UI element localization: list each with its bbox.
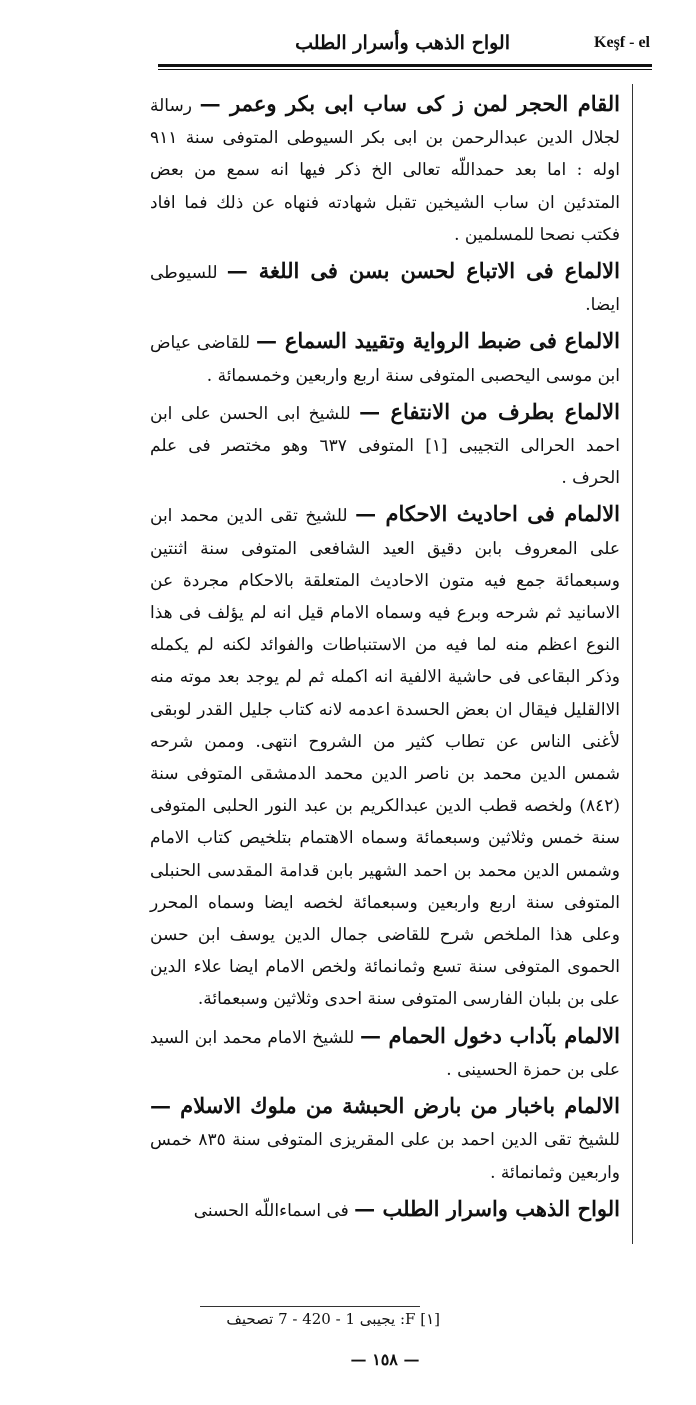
- header-rule-thick: [158, 64, 652, 67]
- main-text: [150, 88, 620, 1231]
- page-number: — ١٥٨ —: [350, 1350, 420, 1369]
- footnote-rule: [200, 1306, 420, 1307]
- entry-title: الالماع فى ضبط الرواية وتقييد السماع —: [256, 328, 621, 354]
- entry-text: للشيخ تقى الدين محمد ابن على المعروف بابن دقيق العيد الشافعى المتوفى سنة اثنتين وسبعمائة جمع فيه متون الاحاديث المتعلقة بالاحكام مجردة عن الاسانيد ثم شرحه وبرع فيه وسماه الامام قيل انه لم يؤلف فى هذا النوع اعظم منه لما فيه من الاستنباطات والفوائد لكنه لم يكمله وذكر البقاعى فى حاشية الالفية انه اكمله ثم لم يوجد بعد موته منه الاالقليل فيقال ان بعض الحسدة اعدمه لانه كتاب جليل القدر لوبقى لأغنى الناس عن تطاب كثير من الشروح انتهى. وممن شرحه شمس الدين محمد بن ناصر الدين محمد الدمشقى المتوفى سنة (٨٤٢) ولخصه قطب الدين عبدالكريم بن عبد النور الحلبى المتوفى سنة خمس وثلاثين وسبعمائة وسماه الاهتمام بتلخيص كتاب الامام وشمس الدين محمد بن احمد الشهير بابن قدامة المقدسى الحنبلى المتوفى سنة اربع واربعين وسبعمائة لخصه ايضا وسماه المحرر وعلى هذا الملخص شرح للقاضى جمال الدين يوسف ابن حسن الحموى المتوفى سنة تسع وثمانمائة ولخص الامام ايضا علاء الدين على بن بلبان الفارسى المتوفى سنة احدى وثلاثين وسبعمائة.: [150, 506, 620, 1010]
- margin-vertical-rule: [632, 84, 633, 1244]
- entry: [150, 1020, 620, 1086]
- header-rule-thin: [158, 69, 652, 70]
- running-header-kesf: Keşf - el: [594, 34, 650, 51]
- entry: [150, 325, 620, 391]
- entry: [150, 255, 620, 321]
- entry-title: الالماع بطرف من الانتفاع —: [359, 398, 620, 424]
- entry-title: الالمام بآداب دخول الحمام —: [359, 1022, 620, 1048]
- running-title: الواح الذهب وأسرار الطلب: [295, 32, 510, 54]
- entry-text: فى اسماءاللّه الحسنى: [193, 1200, 349, 1221]
- entry-title: الالماع فى الاتباع لحسن بسن فى اللغة —: [226, 258, 620, 284]
- entry: [150, 1090, 620, 1189]
- entry-text: للسيوطى ايضا.: [150, 263, 620, 316]
- entry-title: الالمام باخبار من بارض الحبشة من ملوك الاسلام —: [150, 1093, 620, 1119]
- entry-text: للشيخ تقى الدين احمد بن على المقريزى المتوفى سنة ٨٣٥ خمس واربعين وثمانمائة .: [150, 1130, 620, 1183]
- entry: [150, 498, 620, 1015]
- entry-text: للشيخ الامام محمد ابن السيد على بن حمزة الحسينى .: [150, 1027, 620, 1080]
- entry-title: الواح الذهب واسرار الطلب —: [354, 1195, 620, 1221]
- entry: [150, 396, 620, 495]
- entry-text: للشيخ ابى الحسن على ابن احمد الحرالى التجيبى [١] المتوفى ٦٣٧ وهو مختصر فى علم الحرف .: [150, 403, 620, 489]
- entry-text: رسالة لجلال الدين عبدالرحمن بن ابى بكر السيوطى المتوفى سنة ٩١١ اوله : اما بعد حمداللّه تعالى الخ ذكر فيها انه سمع من بعض المتدئين ان ساب الشيخين تقبل شهادته فنهاه عن ذلك فما افاد فكتب نصحا للمسلمين .: [150, 96, 620, 245]
- entry-title: القام الحجر لمن ز كى ساب ابى بكر وعمر —: [199, 91, 621, 116]
- entry: [150, 88, 620, 251]
- entry: [150, 1193, 620, 1227]
- entry-text: للقاضى عياض ابن موسى اليحصبى المتوفى سنة اربع واربعين وخمسمائة .: [150, 333, 620, 386]
- page-header: [160, 30, 650, 60]
- entry-title: الالمام فى احاديث الاحكام —: [355, 501, 621, 527]
- footnote: [١] F: يجيبى 1 - 420 - 7 تصحيف: [226, 1310, 440, 1328]
